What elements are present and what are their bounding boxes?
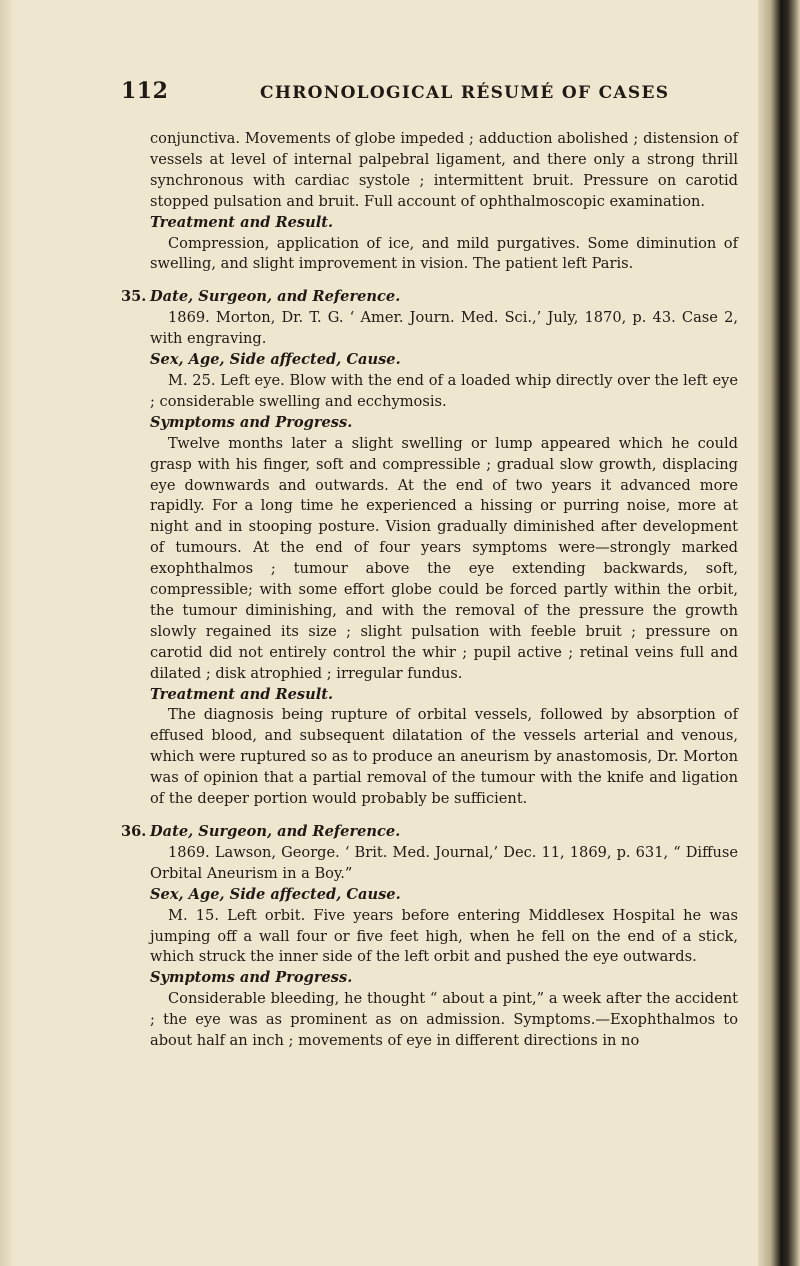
page-edge-left: [0, 0, 14, 1266]
treatment-paragraph: The diagnosis being rupture of orbital vessels, followed by absorption of effused blood, and subsequent dilatation of the vessels arterial and venous, which were ruptured so as to produce an aneurism by anastomosis, Dr. Morton was of opinion that a partial removal of the tumour with the knife and ligation of the deeper portion would probably be sufficient.: [150, 706, 738, 808]
symptoms-heading: Symptoms and Progress.: [150, 413, 353, 431]
continuation-paragraph: conjunctiva. Movements of globe impeded ; adduction abolished ; distension of vessels at level of internal palpebral ligament, and there only a strong thrill synchronous with cardiac systole ; intermittent bruit. Pressure on carotid stopped pulsation and bruit. Full account of ophthalmoscopic examination.: [150, 130, 738, 210]
treatment-heading: Treatment and Result.: [150, 685, 334, 703]
running-head: CHRONOLOGICAL RÉSUMÉ OF CASES: [260, 83, 670, 103]
case-number: 36.: [121, 823, 147, 840]
case-36: [121, 822, 738, 1052]
case-35: [121, 287, 738, 810]
sex-paragraph: M. 15. Left orbit. Five years before entering Middlesex Hospital he was jumping off a wall four or five feet high, when he fell on the end of a stick, which struck the inner side of the left orbit and pushed the eye outwards.: [150, 906, 738, 966]
date-heading: Date, Surgeon, and Reference.: [150, 288, 401, 306]
treatment-paragraph: Compression, application of ice, and mild purgatives. Some diminution of swelling, and slight improvement in vision. The patient left Paris.: [150, 234, 738, 273]
symptoms-paragraph: Considerable bleeding, he thought “ about a pint,” a week after the accident ; the eye was as prominent as on admission. Symptoms.—Exophthalmos to about half an inch ; movements of eye in different directions in no: [150, 990, 738, 1050]
body-text: [121, 129, 738, 1052]
book-binding-edge: [758, 0, 800, 1266]
symptoms-paragraph: Twelve months later a slight swelling or lump appeared which he could grasp with his finger, soft and compressible ; gradual slow growth, displacing eye downwards and outwards. At the end of two years it advanced more rapidly. For a long time he experienced a hissing or purring noise, more at night and in stooping posture. Vision gradually diminished after development of tumours. At the end of four years symptoms were—strongly marked exophthalmos ; tumour above the eye extending backwards, soft, compressible; with some effort globe could be forced partly within the orbit, the tumour diminishing, and with the removal of the pressure the growth slowly regained its size ; slight pulsation with feeble bruit ; pressure on carotid did not entirely control the whir ; pupil active ; retinal veins full and dilated ; disk atrophied ; irregular fundus.: [150, 434, 738, 682]
date-heading: Date, Surgeon, and Reference.: [150, 823, 401, 840]
sex-paragraph: M. 25. Left eye. Blow with the end of a loaded whip directly over the left eye ; considerable swelling and ecchymosis.: [150, 371, 738, 410]
date-paragraph: 1869. Lawson, George. ‘ Brit. Med. Journal,’ Dec. 11, 1869, p. 631, “ Diffuse Orbital Aneurism in a Boy.”: [150, 843, 738, 882]
date-paragraph: 1869. Morton, Dr. T. G. ‘ Amer. Journ. Med. Sci.,’ July, 1870, p. 43. Case 2, with engraving.: [150, 309, 738, 348]
page-number: 112: [121, 78, 169, 104]
sex-heading: Sex, Age, Side affected, Cause.: [150, 351, 401, 369]
case-number: 35.: [121, 288, 147, 306]
page-header: [0, 78, 760, 108]
symptoms-heading: Symptoms and Progress.: [150, 969, 353, 987]
treatment-heading: Treatment and Result.: [150, 213, 334, 231]
sex-heading: Sex, Age, Side affected, Cause.: [150, 885, 401, 903]
